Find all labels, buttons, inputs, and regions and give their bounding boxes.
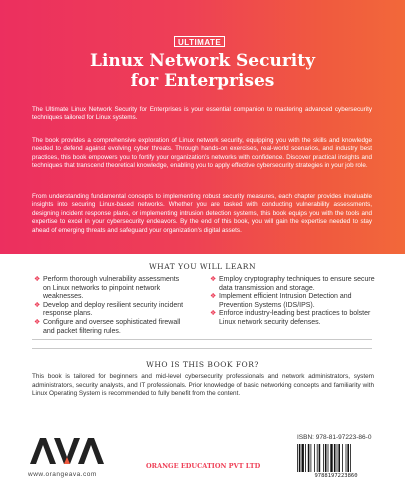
barcode-bar xyxy=(334,444,336,472)
list-item: ❖ Employ cryptography techniques to ensure secure data transmission and storage. xyxy=(210,276,375,292)
list-item: ❖ Implement efficient Intrusion Detection and Prevention Systems (IDS/IPS). xyxy=(210,293,352,309)
isbn: ISBN: 978-81-97223-86-0 xyxy=(297,434,372,441)
barcode-bar xyxy=(314,444,315,472)
barcode-bar xyxy=(347,444,349,472)
diamond-bullet-icon: ❖ xyxy=(34,276,41,283)
list-item: ❖ Perform thorough vulnerability assessments on Linux networks to pinpoint network weaknesses. xyxy=(34,276,180,301)
learn-list-right xyxy=(210,276,376,328)
diamond-bullet-icon: ❖ xyxy=(210,293,217,301)
learn-list-left xyxy=(34,276,186,336)
description-paragraph-2: The book provides a comprehensive exploration of Linux network security, equipping you with the skills and knowledge needed to defend against evolving cyber threats. Through hands-on exercises, real-world scenarios, and industry best practices, this book empowers you to fortify your organization's networks with confidence. Discover practical insights and techniques that transcend theoretical knowledge, enabling you to apply effective cybersecurity strategies in your job role. xyxy=(32,137,372,170)
description-paragraph-1: The Ultimate Linux Network Security for Enterprises is your essential companion to mastering advanced cybersecurity techniques tailored for Linux systems. xyxy=(32,106,372,122)
list-item: ❖ Enforce industry-leading best practices to bolster Linux network security defenses. xyxy=(210,310,371,326)
barcode-bar xyxy=(350,444,351,472)
barcode-bar xyxy=(330,444,332,472)
barcode-bar xyxy=(346,444,347,472)
divider xyxy=(32,348,372,349)
book-title-line1: Linux Network Security xyxy=(90,51,315,71)
barcode-bar xyxy=(297,444,298,472)
ava-logo-icon xyxy=(28,436,106,466)
book-title-line2: for Enterprises xyxy=(130,71,275,91)
barcode-bar xyxy=(311,444,312,472)
barcode-bar xyxy=(323,444,324,472)
diamond-bullet-icon: ❖ xyxy=(34,301,41,309)
barcode-bar xyxy=(337,444,338,472)
barcode-bar xyxy=(338,444,340,472)
diamond-bullet-icon: ❖ xyxy=(210,276,217,283)
who-paragraph: This book is tailored for beginners and mid-level cybersecurity professionals and network administrators, system administrators, security analysts, and IT professionals. Prior knowledge of basic networking concepts and familiarity with Linux Operating System is recommended to fully benefit from the content. xyxy=(32,373,374,397)
barcode-bar xyxy=(325,444,327,472)
divider xyxy=(32,339,372,340)
diamond-bullet-icon: ❖ xyxy=(210,310,217,318)
list-item: ❖ Configure and oversee sophisticated firewall and packet filtering rules. xyxy=(34,318,181,335)
diamond-bullet-icon: ❖ xyxy=(34,318,41,326)
barcode-bar xyxy=(328,444,329,472)
series-badge: ULTIMATE xyxy=(174,36,225,47)
description-paragraph-3: From understanding fundamental concepts to implementing robust security measures, each chapter provides invaluable insights into securing Linux-based networks. Whether you are tasked with conducting vulnerability assessments, designing incident response plans, or implementing intrusion detection systems, this book equips you with the tools and expertise to excel in your cybersecurity endeavors. By the end of this book, you will gain the expertise needed to stay ahead of emerging threats and safeguard your organization's digital assets. xyxy=(32,193,372,234)
publisher-website: www.orangeava.com xyxy=(28,471,97,478)
barcode-bar xyxy=(305,444,306,472)
barcode-bar xyxy=(342,444,343,472)
barcode-bar xyxy=(308,444,310,472)
barcode-bar xyxy=(302,444,304,472)
who-heading: WHO IS THIS BOOK FOR? xyxy=(146,360,259,369)
publisher-name: ORANGE EDUCATION PVT LTD xyxy=(146,462,261,470)
barcode-number: 9788197223860 xyxy=(314,473,358,479)
barcode-bar xyxy=(317,444,318,472)
barcode-bar xyxy=(299,444,301,472)
barcode-icon xyxy=(296,444,376,472)
barcode-bar xyxy=(319,444,321,472)
learn-heading: WHAT YOU WILL LEARN xyxy=(148,262,257,271)
list-item: ❖ Develop and deploy resilient security incident response plans. xyxy=(34,301,184,318)
